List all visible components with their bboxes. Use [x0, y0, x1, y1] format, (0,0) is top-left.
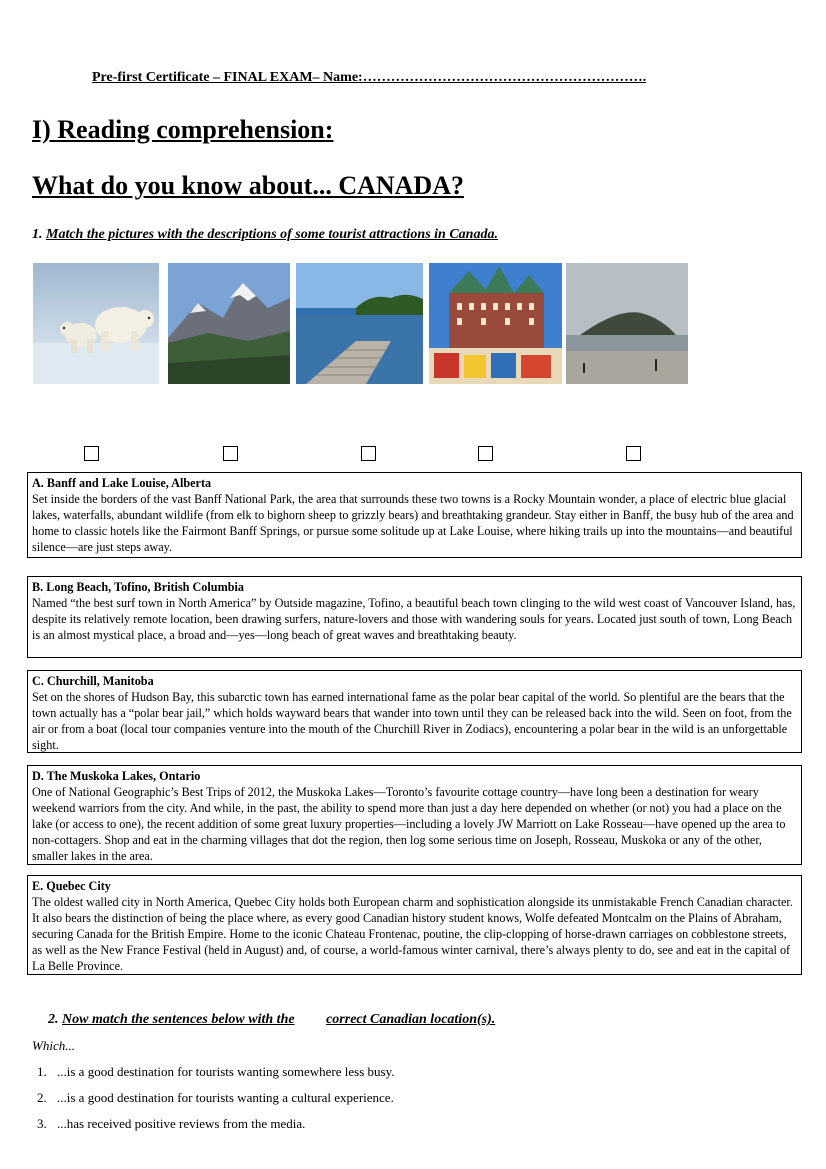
section-title: I) Reading comprehension: — [32, 115, 334, 144]
description-box-a — [27, 472, 802, 558]
description-title: A. Banff and Lake Louise, Alberta — [32, 476, 212, 490]
answer-checkbox-1[interactable] — [84, 446, 99, 461]
answer-checkbox-4[interactable] — [478, 446, 493, 461]
description-text: One of National Geographic’s Best Trips of 2012, the Muskoka Lakes—Toronto’s favourite cottage country—have long been a destination for weary weekend warriors from the city. And while, in the past, the ability to spend more than just a day here depended on whether (or not) you had a place on the lake (or access to one), the recent addition of some great luxury properties—including a lovely JW Marriott on Lake Rosseau—have opened up the area to non-cottagers. Shop and eat in the charming villages that dot the region, then log some serious time on Joseph, Rosseau, Muskoka or any of the other, smaller lakes in the area. — [32, 785, 786, 863]
task-2-number: 2. — [48, 1012, 59, 1027]
which-label: Which... — [32, 1038, 75, 1053]
description-text: The oldest walled city in North America, Quebec City holds both European charm and sophistication alongside its unmistakable French Canadian character. It also bears the distinction of being the place where, as every good Canadian history student knows, Wolfe defeated Montcalm on the Plains of Abraham, securing Canada for the British Empire. Home to the iconic Chateau Frontenac, poutine, the clip-clopping of horse-drawn carriages on cobblestone streets, as well as the New France Festival (held in August) and, of course, a world-famous winter carnival, there’s always plenty to do, see and eat in the capital of La Belle Province. — [32, 895, 793, 973]
description-title: C. Churchill, Manitoba — [32, 674, 154, 688]
description-box-e — [27, 875, 802, 975]
description-title: D. The Muskoka Lakes, Ontario — [32, 769, 201, 783]
answer-checkbox-3[interactable] — [361, 446, 376, 461]
question-item: 1. ...is a good destination for tourists wanting somewhere less busy. — [37, 1064, 395, 1079]
task-2-text-b: correct Canadian location(s). — [326, 1012, 496, 1027]
polar-bears-photo — [33, 263, 159, 384]
task-1-number: 1. — [32, 227, 43, 242]
description-box-d — [27, 765, 802, 865]
task-1-text: Match the pictures with the descriptions of some tourist attractions in Canada. — [46, 227, 498, 242]
task-2-text-a: Now match the sentences below with the — [62, 1012, 295, 1027]
task-1-instruction — [32, 227, 498, 243]
description-title: E. Quebec City — [32, 879, 111, 893]
chateau-frontenac-photo — [429, 263, 562, 384]
question-item: 3. ...has received positive reviews from the media. — [37, 1116, 306, 1131]
answer-checkbox-5[interactable] — [626, 446, 641, 461]
exam-header: Pre-first Certificate – FINAL EXAM– Name:……………………………………………………. — [92, 70, 647, 85]
description-text: Set inside the borders of the vast Banff National Park, the area that surrounds these two towns is a Rocky Mountain wonder, a place of electric blue glacial lakes, waterfalls, abundant wildlife (from elk to bighorn sheep to grizzly bears) and breathtaking grandeur. Stay either in Banff, the busy hub of the area and home to classic hotels like the Fairmont Banff Springs, or pursue some solitude up at Lake Louise, where hiking trails up into the mountains—and beautiful silence—are just steps away. — [32, 492, 794, 554]
description-box-b — [27, 576, 802, 658]
beach-photo — [566, 263, 688, 384]
question-item: 2. ...is a good destination for tourists wanting a cultural experience. — [37, 1090, 394, 1105]
main-title: What do you know about... CANADA? — [32, 171, 464, 200]
task-2-instruction — [48, 1012, 495, 1028]
description-text: Named “the best surf town in North America” by Outside magazine, Tofino, a beautiful beach town clinging to the wild west coast of Vancouver Island, has, despite its relatively remote location, been drawing surfers, nature-lovers and those with wandering souls for years. Located just south of town, Long Beach is an almost mystical place, a broad and—yes—long beach of great waves and breathtaking beauty. — [32, 596, 796, 642]
description-text: Set on the shores of Hudson Bay, this subarctic town has earned international fame as the polar bear capital of the world. So plentiful are the bears that the town actually has a “polar bear jail,” which holds wayward bears that wander into town until they can be released back into the wild. Seen on foot, from the air or from a boat (local tour companies venture into the mouth of the Churchill River in Zodiacs), encountering a polar bear in the wild is an unforgettable sight. — [32, 690, 792, 752]
mountains-photo — [168, 263, 290, 384]
answer-checkbox-2[interactable] — [223, 446, 238, 461]
description-title: B. Long Beach, Tofino, British Columbia — [32, 580, 244, 594]
lake-dock-photo — [296, 263, 423, 384]
description-box-c — [27, 670, 802, 753]
